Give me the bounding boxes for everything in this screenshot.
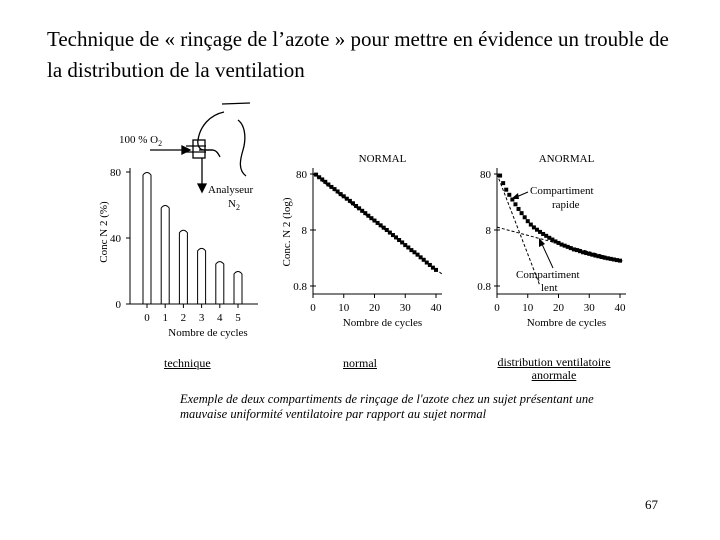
bar (143, 173, 151, 305)
figure-caption: Exemple de deux compartiments de rinçage de l'azote chez un sujet présentant une mauvaise uniformité ventilatoire par rapport au sujet normal (180, 392, 594, 421)
data-point (434, 268, 438, 272)
y-axis-label: Conc. N 2 (log) (281, 197, 293, 267)
x-tick-label: 0 (310, 302, 316, 314)
x-tick-label: 30 (399, 302, 411, 314)
x-tick-label: 40 (614, 302, 626, 314)
normal-caption: normal (343, 356, 377, 370)
normal-washout-chart (281, 153, 442, 329)
annotation-arrowhead (511, 193, 519, 199)
page-number: 67 (645, 497, 658, 512)
x-tick-label: 2 (180, 312, 187, 324)
x-tick-label: 20 (369, 302, 380, 314)
analyzer-formula: $N_2$ (228, 198, 240, 212)
x-tick-label: 0 (494, 302, 500, 314)
data-point (517, 207, 521, 211)
slide-title: Technique de « rinçage de l’azote » pour mettre en évidence un trouble de la distribution de la ventilation (47, 27, 669, 82)
bar (216, 262, 224, 304)
abnormal-caption: distribution ventilatoire anormale (497, 355, 611, 382)
data-point (618, 259, 622, 263)
data-point (507, 193, 511, 197)
annotation-fast-compartment: Compartiment rapide (530, 185, 594, 211)
data-point (520, 211, 524, 215)
analyzer-label: Analyseur (208, 184, 254, 196)
bar (179, 230, 187, 304)
data-point (501, 181, 505, 185)
analyzer-arrow (198, 158, 206, 192)
annotation-slow-compartment: Compartiment lent (516, 269, 580, 294)
y-axis-label: Conc N 2 (%) (98, 201, 110, 263)
y-tick-label: 40 (110, 233, 121, 245)
x-tick-label: 1 (162, 312, 168, 324)
y-tick-label: 8 (485, 225, 491, 237)
chart-title: ANORMAL (538, 153, 595, 165)
x-tick-label: 10 (338, 302, 350, 314)
x-tick-label: 0 (144, 312, 150, 324)
x-tick-label: 3 (198, 312, 205, 324)
x-tick-label: 10 (522, 302, 534, 314)
x-axis-label: Nombre de cycles (168, 327, 248, 339)
y-tick-label: 8 (301, 225, 307, 237)
y-tick-label: 80 (296, 169, 307, 181)
x-tick-label: 5 (235, 312, 241, 324)
y-tick-label: 0 (115, 299, 121, 311)
x-tick-label: 30 (583, 302, 595, 314)
chart-title: NORMAL (358, 153, 407, 165)
y-tick-label: 0.8 (293, 281, 307, 293)
y-tick-label: 80 (110, 167, 121, 179)
data-point (504, 188, 508, 192)
bar (198, 248, 206, 304)
data-point (513, 202, 517, 206)
oxygen-arrow (150, 146, 190, 154)
y-tick-label: 80 (480, 169, 491, 181)
y-tick-label: 0.8 (477, 281, 491, 293)
x-tick-label: 4 (217, 312, 223, 324)
x-axis-label: Nombre de cycles (342, 317, 423, 329)
x-axis-label: Nombre de cycles (526, 317, 607, 329)
bar (234, 272, 242, 305)
x-tick-label: 40 (430, 302, 442, 314)
mouthpiece-valve (186, 140, 213, 158)
bar (161, 206, 169, 305)
technique-caption: technique (164, 356, 211, 370)
data-point (523, 215, 527, 219)
x-tick-label: 20 (553, 302, 564, 314)
oxygen-label: 100 % $O_2$ (119, 134, 163, 148)
annotation-arrow (541, 242, 553, 268)
data-point (498, 174, 502, 178)
abnormal-washout-chart (477, 153, 626, 329)
